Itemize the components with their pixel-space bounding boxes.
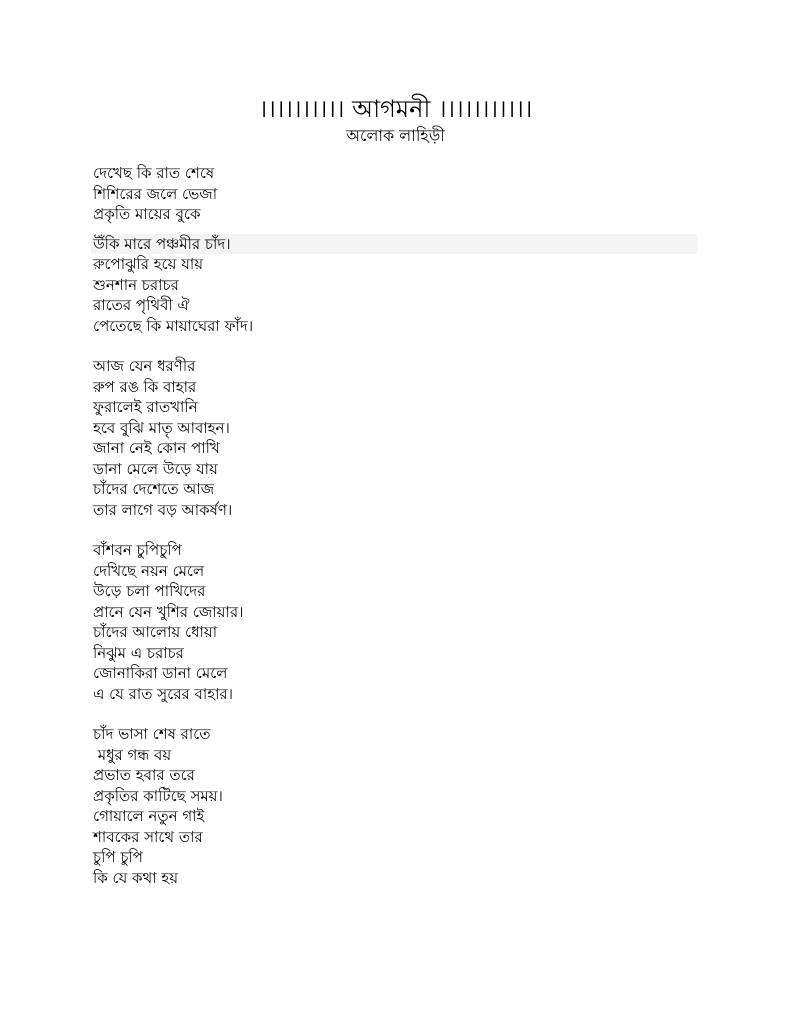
poem-title: ।।।।।।।।।। আগমনী ।।।।।।।।।।। xyxy=(258,95,533,123)
poem-line: শিশিরের জলে ভেজা xyxy=(93,184,218,203)
poem-line: চুপি চুপি xyxy=(93,848,143,866)
poem-line: ডানা মেলে উড়ে যায় xyxy=(93,459,218,478)
poem-line: চাঁদের আলোয় ধোয়া xyxy=(93,623,218,641)
stanza-5 xyxy=(93,724,703,888)
stanza-1 xyxy=(93,163,703,225)
poem-line: শুনশান চরাচর xyxy=(93,275,179,294)
poem-body xyxy=(93,163,703,888)
poem-author: অলোক লাহিড়ী xyxy=(346,126,445,145)
poem-line: প্রকৃতির কাটিছে সময়। xyxy=(93,786,223,805)
stanza-4 xyxy=(93,540,703,704)
poem-line: গোয়ালে নতুন গাই xyxy=(93,807,205,825)
poem-line: নিঝুম এ চরাচর xyxy=(93,643,184,662)
poem-line: মধুর গন্ধ বয় xyxy=(93,745,172,764)
poem-line: জোনাকিরা ডানা মেলে xyxy=(93,664,228,682)
poem-line: এ যে রাত সুরের বাহার। xyxy=(93,684,234,703)
poem-line: উড়ে চলা পাখিদের xyxy=(93,582,206,600)
poem-line: চাঁদ ভাসা শেষ রাতে xyxy=(93,725,211,743)
poem-line: রুপোঝুরি হয়ে যায় xyxy=(93,255,204,273)
poem-line: দেখেছ কি রাত শেষে xyxy=(93,164,215,182)
poem-line: প্রানে যেন খুশির জোয়ার। xyxy=(93,602,244,621)
poem-line: দেখিছে নয়ন মেলে xyxy=(93,561,205,580)
poem-line: চাঁদের দেশেতে আজ xyxy=(93,480,215,498)
poem-line: কি যে কথা হয় xyxy=(93,868,179,887)
poem-line: তার লাগে বড় আকর্ষণ। xyxy=(93,500,233,519)
poem-line: পেতেছে কি মায়াঘেরা ফাঁদ। xyxy=(93,316,254,335)
stanza-spacer xyxy=(93,225,703,234)
poem-line: শাবকের সাথে তার xyxy=(93,827,203,846)
stanza-spacer xyxy=(93,704,703,724)
poem-line: প্রকৃতি মায়ের বুকে xyxy=(93,205,201,223)
poem-line: ফুরালেই রাতখানি xyxy=(93,398,198,416)
poem-line: আজ যেন ধরণীর xyxy=(93,357,196,375)
poem-line: রাতের পৃথিবী ঐ xyxy=(93,296,190,314)
poem-line: হবে বুঝি মাতৃ আবাহন। xyxy=(93,418,230,437)
poem-line: জানা নেই কোন পাখি xyxy=(93,439,220,457)
stanza-spacer xyxy=(93,336,703,356)
poem-line-highlighted: উঁকি মারে পঞ্চমীর চাঁদ। xyxy=(91,234,697,255)
poem-line: বাঁশবন চুপিচুপি xyxy=(93,541,182,559)
poem-line: রুপ রঙ কি বাহার xyxy=(93,377,197,396)
stanza-spacer xyxy=(93,520,703,540)
stanza-3 xyxy=(93,356,703,520)
poem-line: প্রভাত হবার তরে xyxy=(93,766,195,784)
stanza-2 xyxy=(93,234,703,337)
